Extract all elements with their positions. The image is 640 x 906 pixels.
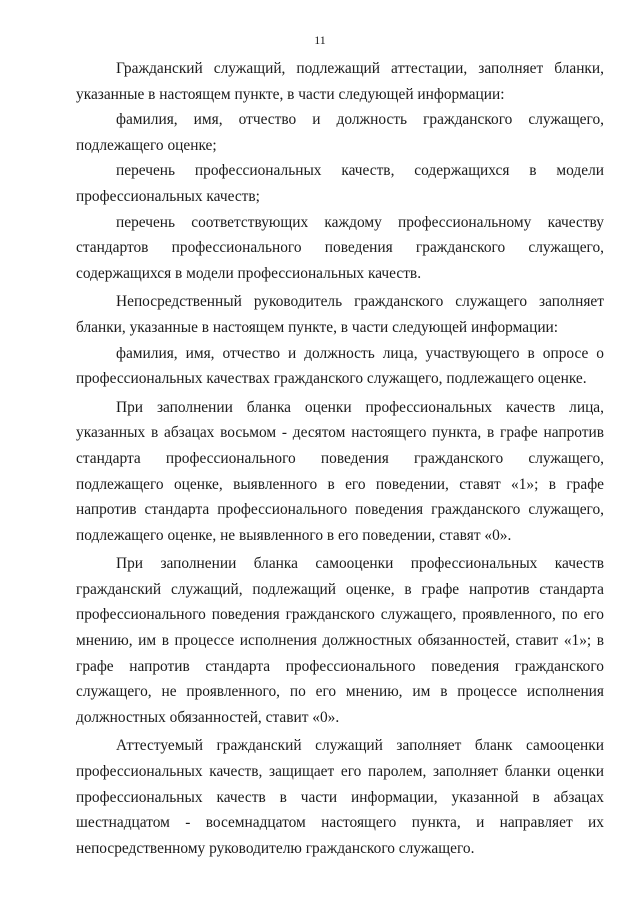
page-number: 11 <box>314 33 326 47</box>
paragraph-survey-person: фамилия, имя, отчество и должность лица, участвующего в опросе о профессиональных качествах гражданского служащего, подлежащего оценке. <box>76 344 604 388</box>
paragraph-manager-fills: Непосредственный руководитель гражданского служащего заполняет бланки, указанные в настоящем пункте, в части следующей информации: <box>76 293 604 336</box>
paragraph-attestation-fills: Гражданский служащий, подлежащий аттестации, заполняет бланки, указанные в настоящем пункте, в части следующей информации: <box>76 60 604 103</box>
paragraph-evaluation-form: При заполнении бланка оценки профессиональных качеств лица, указанных в абзацах восьмом - десятом настоящего пункта, в графе напротив стандарта профессионального поведения гражданского служащего, подлежащего оценке, выявленного в его поведении, ставят «1»; в графе напротив стандарта профессионального поведения гражданского служащего, подлежащего оценке, не выявленного в его поведении, ставят «0». <box>76 398 604 544</box>
paragraph-self-evaluation-form: При заполнении бланка самооценки профессиональных качеств гражданский служащий, подлежащий оценке, в графе напротив стандарта профессионального поведения гражданского служащего, проявленного, по его мнению, им в процессе исполнения должностных обязанностей, ставит «1»; в графе напротив стандарта профессионального поведения гражданского служащего, не проявленного, по его мнению, им в процессе исполнения должностных обязанностей, ставит «0». <box>76 555 604 726</box>
paragraph-name-position: фамилия, имя, отчество и должность гражданского служащего, подлежащего оценке; <box>76 111 604 154</box>
paragraph-standards-list: перечень соответствующих каждому профессиональному качеству стандартов профессионального поведения гражданского служащего, содержащихся в модели профессиональных качеств. <box>76 213 604 282</box>
paragraph-password-protect: Аттестуемый гражданский служащий заполняет бланк самооценки профессиональных качеств, защищает его паролем, заполняет бланки оценки профессиональных качеств в части информации, указанной в абзацах шестнадцатом - восемнадцатом настоящего пункта, и направляет их непосредственному руководителю гражданского служащего. <box>76 737 604 857</box>
paragraph-qualities-list: перечень профессиональных качеств, содержащихся в модели профессиональных качеств; <box>76 162 604 205</box>
document-body <box>76 56 604 861</box>
